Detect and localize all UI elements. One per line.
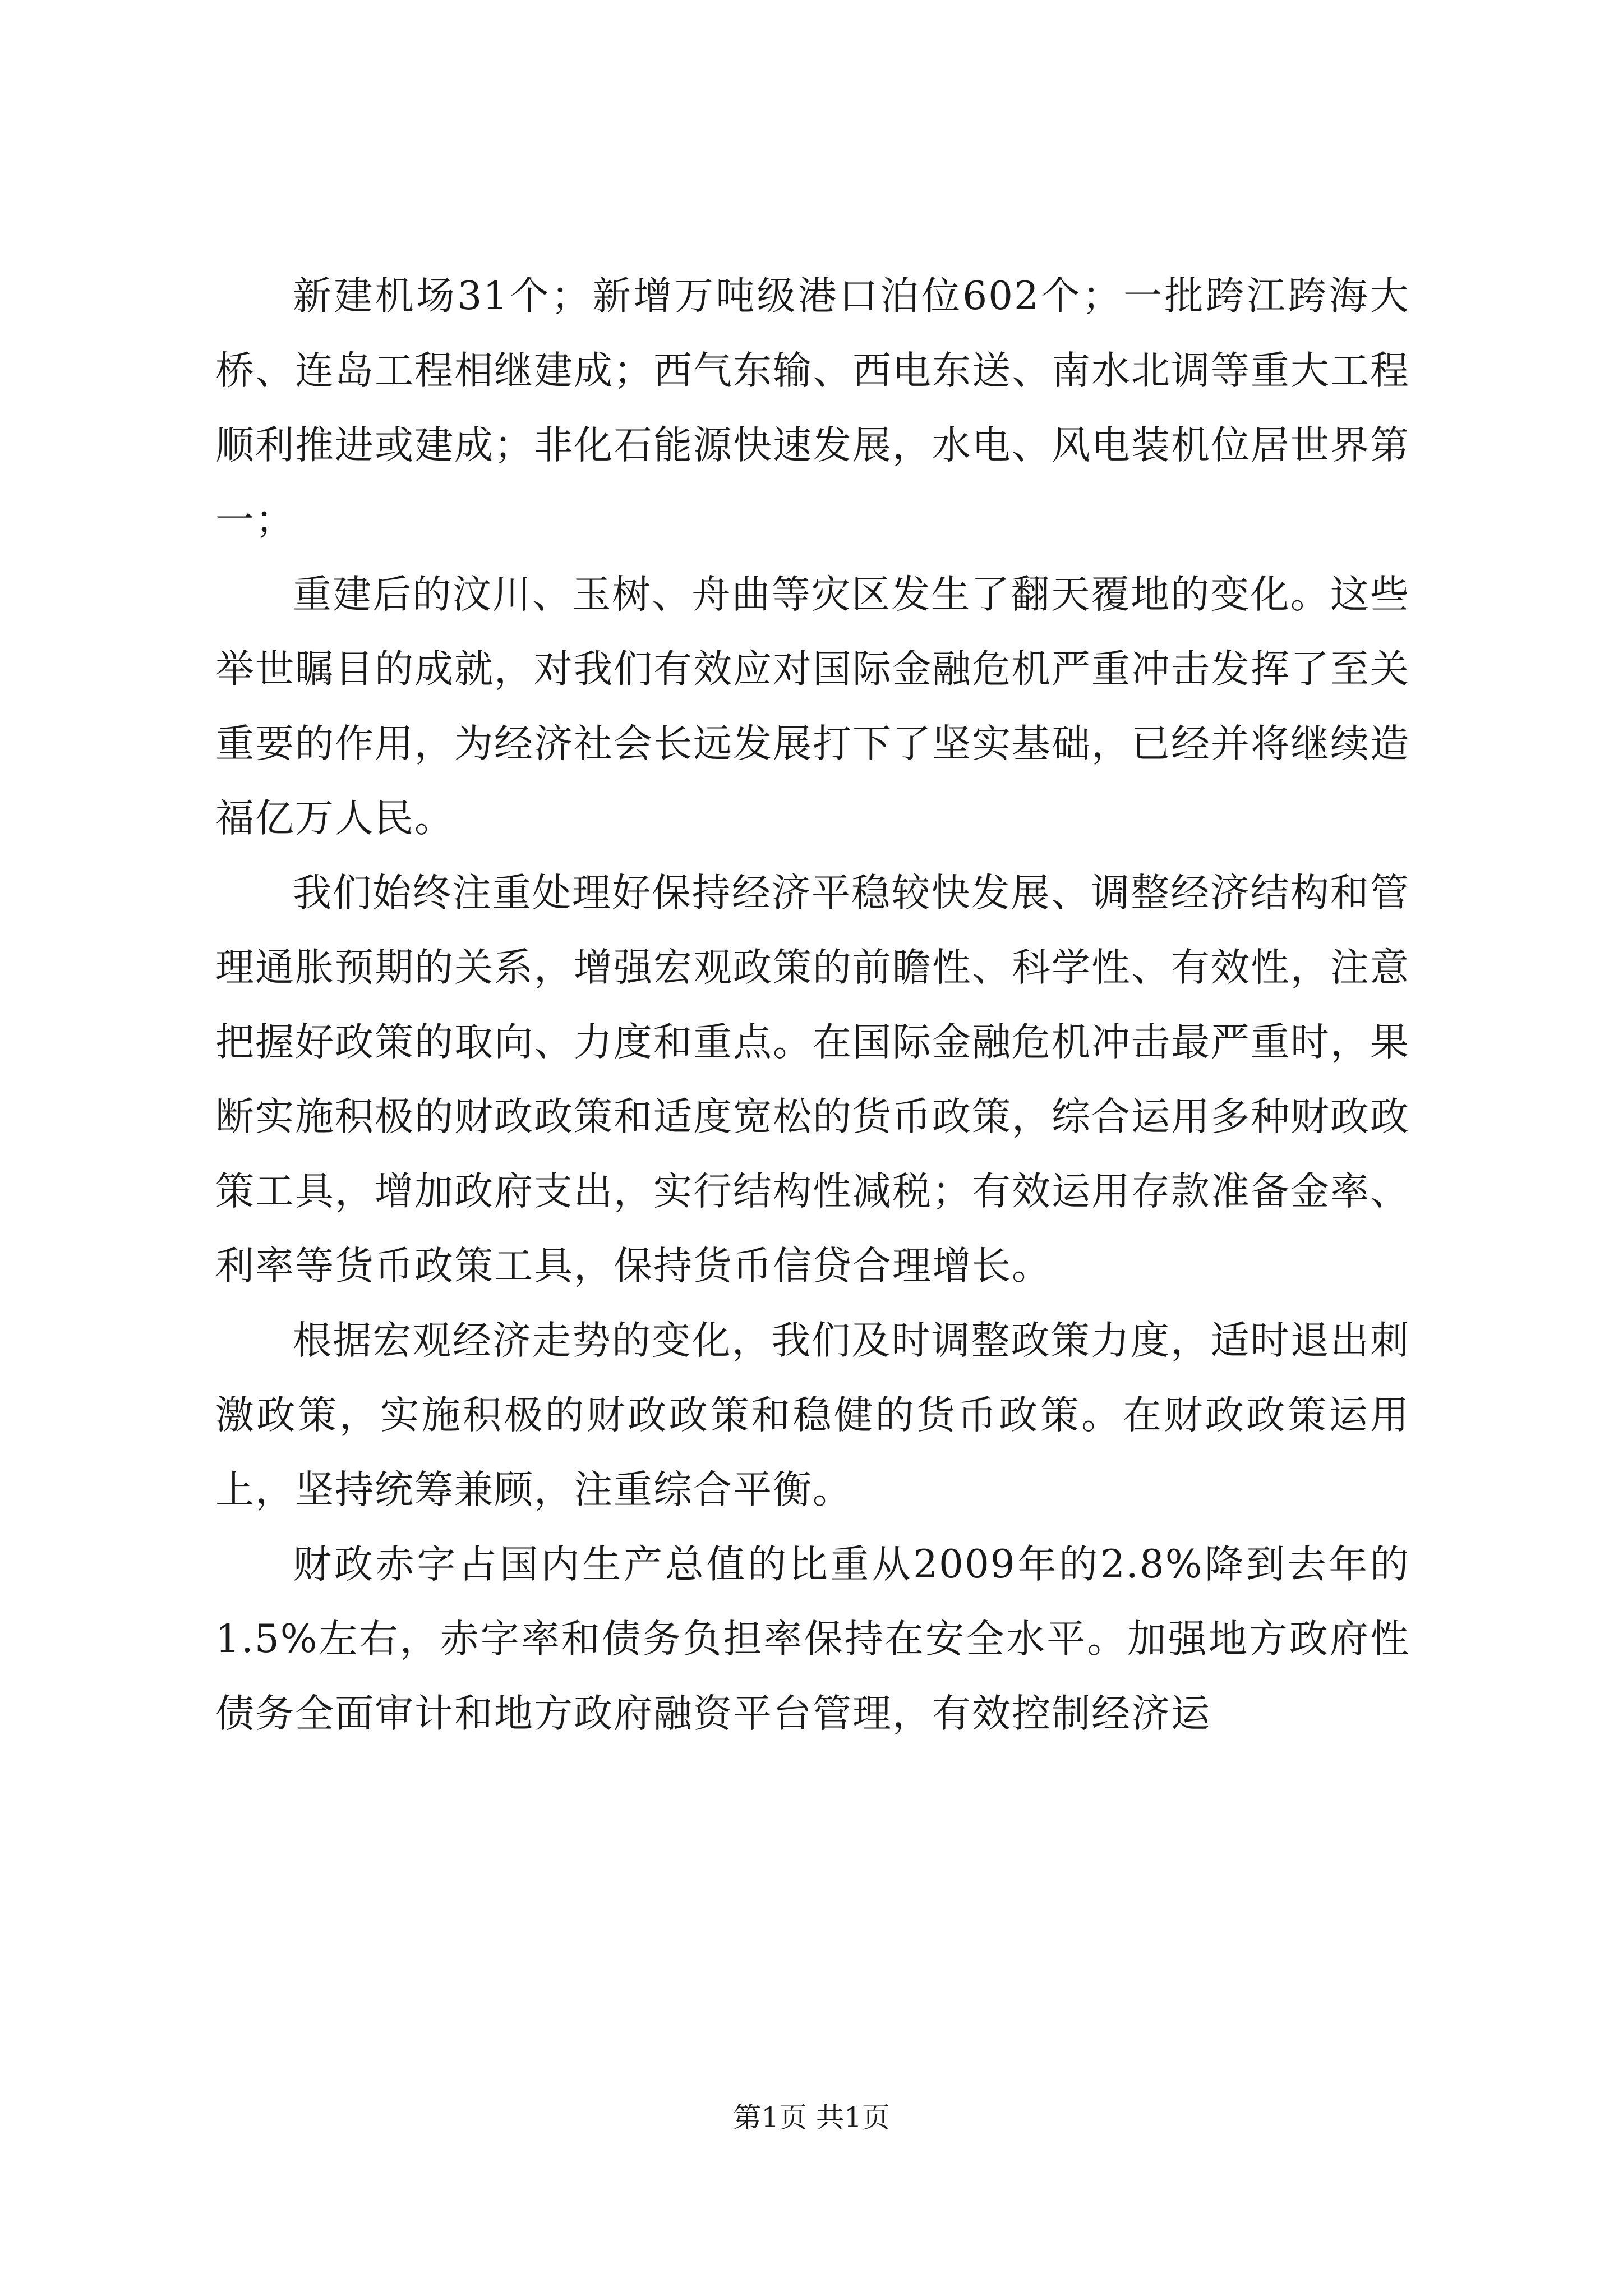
paragraph-4: 根据宏观经济走势的变化，我们及时调整政策力度，适时退出刺激政策，实施积极的财政政策和稳健的货币政策。在财政政策运用上，坚持统筹兼顾，注重综合平衡。 bbox=[215, 1318, 1410, 1512]
paragraph-3: 我们始终注重处理好保持经济平稳较快发展、调整经济结构和管理通胀预期的关系，增强宏观政策的前瞻性、科学性、有效性，注意把握好政策的取向、力度和重点。在国际金融危机冲击最严重时，果断实施积极的财政政策和适度宽松的货币政策，综合运用多种财政政策工具，增加政府支出，实行结构性减税；有效运用存款准备金率、利率等货币政策工具，保持货币信贷合理增长。 bbox=[215, 871, 1410, 1289]
paragraph-1: 新建机场31个；新增万吨级港口泊位602个；一批跨江跨海大桥、连岛工程相继建成；西气东输、西电东送、南水北调等重大工程顺利推进或建成；非化石能源快速发展，水电、风电装机位居世界第一； bbox=[215, 274, 1410, 542]
paragraph-5: 财政赤字占国内生产总值的比重从2009年的2.8%降到去年的1.5%左右，赤字率和债务负担率保持在安全水平。加强地方政府性债务全面审计和地方政府融资平台管理，有效控制经济运 bbox=[215, 1542, 1410, 1736]
page-footer: 第1页 共1页 bbox=[733, 2101, 890, 2134]
paragraph-2: 重建后的汶川、玉树、舟曲等灾区发生了翻天覆地的变化。这些举世瞩目的成就，对我们有效应对国际金融危机严重冲击发挥了至关重要的作用，为经济社会长远发展打下了坚实基础，已经并将继续造福亿万人民。 bbox=[215, 572, 1410, 841]
document-body bbox=[215, 259, 1410, 1751]
